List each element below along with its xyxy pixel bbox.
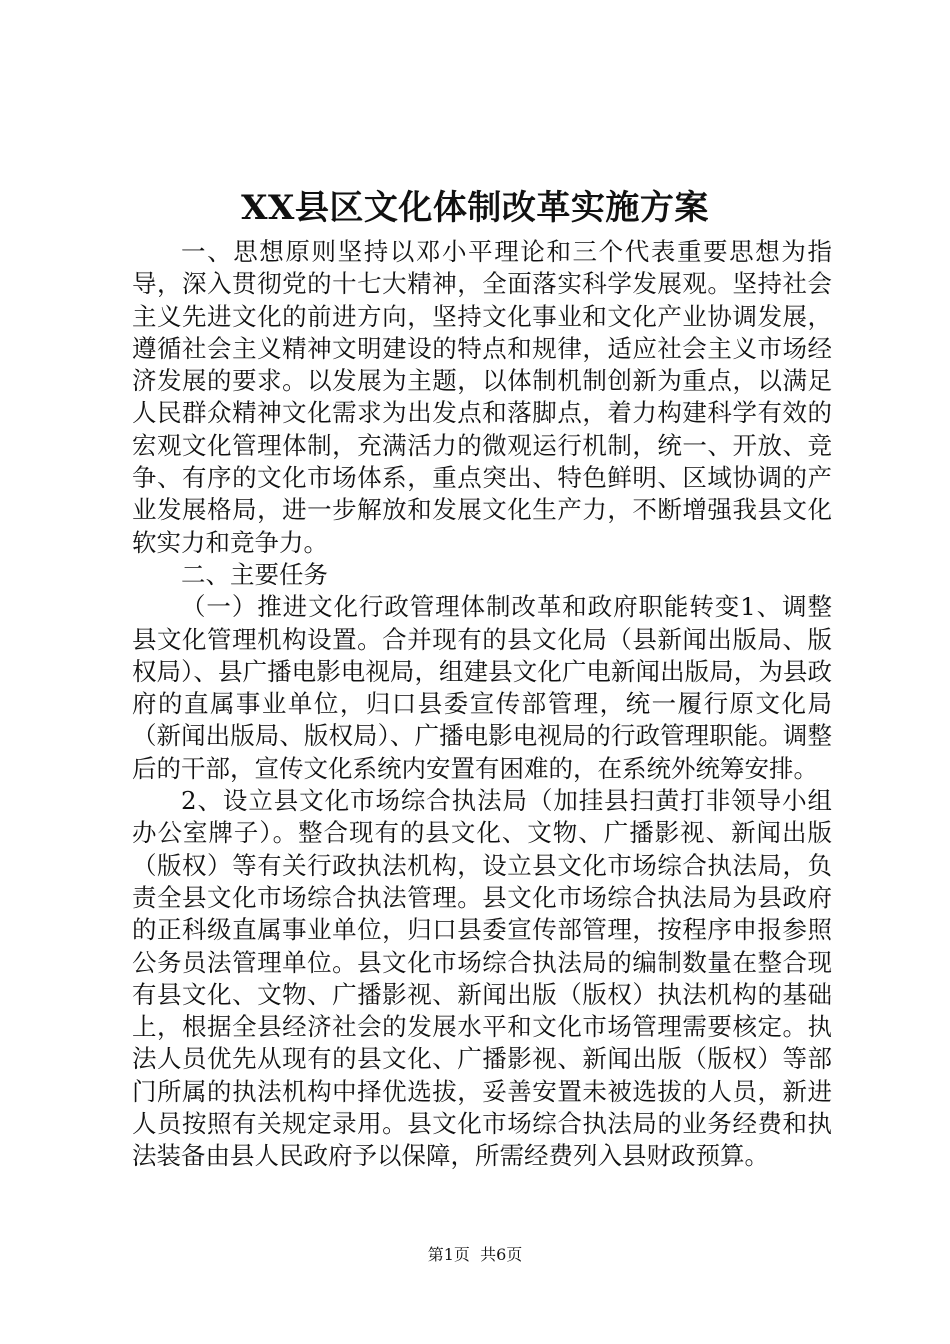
page-total: 共6页 bbox=[480, 1245, 523, 1264]
paragraph-admin-reform: （一）推进文化行政管理体制改革和政府职能转变1、调整县文化管理机构设置。合并现有的县文化局（县新闻出版局、版权局）、县广播电影电视局，组建县文化广电新闻出版局，为县政府的直属事业单位，归口县委宣传部管理，统一履行原文化局（新闻出版局、版权局）、广播电影电视局的行政管理职能。调整后的干部，宣传文化系统内安置有困难的，在系统外统筹安排。 bbox=[132, 592, 832, 783]
footer-spacer bbox=[470, 1245, 480, 1264]
paragraph-guiding-principles: 一、思想原则坚持以邓小平理论和三个代表重要思想为指导，深入贯彻党的十七大精神，全面落实科学发展观。坚持社会主义先进文化的前进方向，坚持文化事业和文化产业协调发展，遵循社会主义精神文明建设的特点和规律，适应社会主义市场经济发展的要求。以发展为主题，以体制机制创新为重点，以满足人民群众精神文化需求为出发点和落脚点，着力构建科学有效的宏观文化管理体制，充满活力的微观运行机制，统一、开放、竞争、有序的文化市场体系，重点突出、特色鲜明、区域协调的产业发展格局，进一步解放和发展文化生产力，不断增强我县文化软实力和竞争力。 bbox=[132, 237, 832, 557]
page-number: 第1页 bbox=[427, 1245, 470, 1264]
document-title: XX县区文化体制改革实施方案 bbox=[241, 188, 709, 228]
document-body bbox=[132, 236, 832, 1173]
section-heading-main-tasks: 二、主要任务 bbox=[181, 559, 328, 589]
paragraph-law-enforcement-bureau: 2、设立县文化市场综合执法局（加挂县扫黄打非领导小组办公室牌子）。整合现有的县文化、文物、广播影视、新闻出版（版权）等有关行政执法机构，设立县文化市场综合执法局，负责全县文化市场综合执法管理。县文化市场综合执法局为县政府的正科级直属事业单位，归口县委宣传部管理，按程序申报参照公务员法管理单位。县文化市场综合执法局的编制数量在整合现有县文化、文物、广播影视、新闻出版（版权）执法机构的基础上，根据全县经济社会的发展水平和文化市场管理需要核定。执法人员优先从现有的县文化、广播影视、新闻出版（版权）等部门所属的执法机构中择优选拔，妥善安置未被选拔的人员，新进人员按照有关规定录用。县文化市场综合执法局的业务经费和执法装备由县人民政府予以保障，所需经费列入县财政预算。 bbox=[132, 786, 832, 1171]
page-footer bbox=[0, 1244, 950, 1266]
